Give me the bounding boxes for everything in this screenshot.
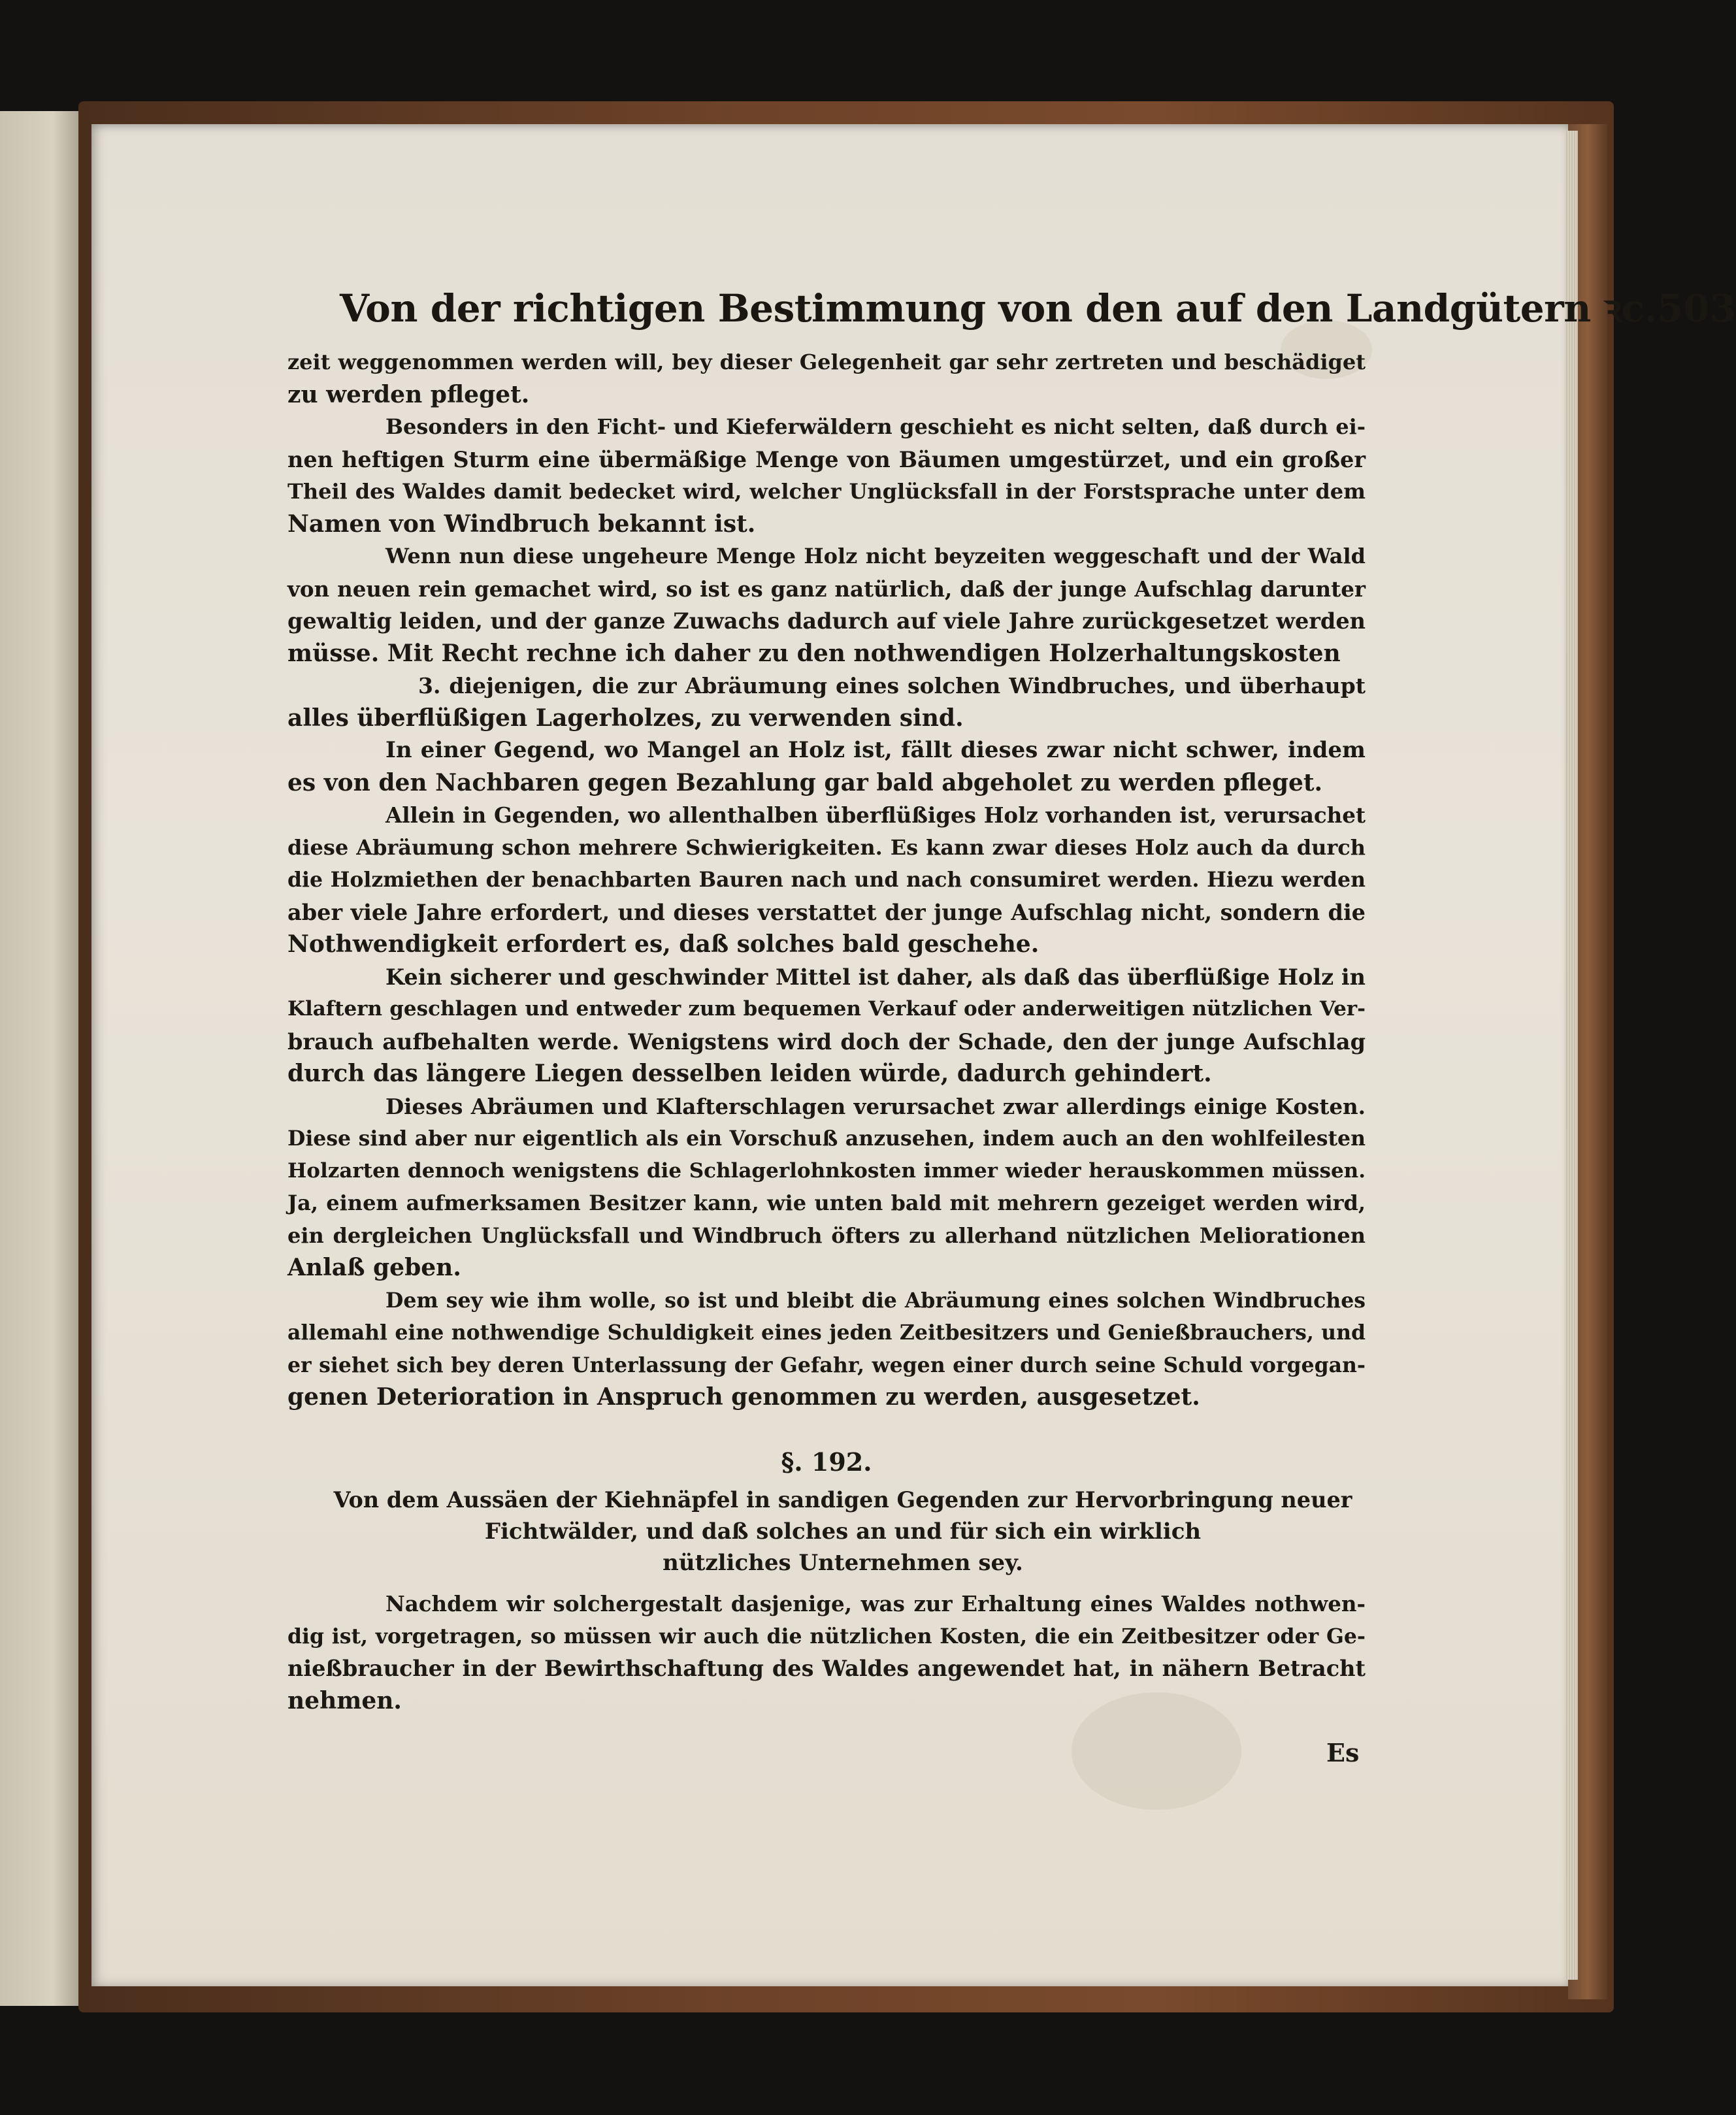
text-line: Theil des Waldes damit bedecket wird, welcher Unglücksfall in der Forstsprache unter dem bbox=[287, 479, 1366, 504]
section-body-text bbox=[287, 1588, 1366, 1717]
section-number: §. 192. bbox=[781, 1447, 872, 1477]
body-text bbox=[287, 346, 1366, 1414]
text-line: Kein sicherer und geschwinder Mittel ist daher, als daß das überflüßige Holz in bbox=[385, 964, 1366, 990]
text-line: nen heftigen Sturm eine übermäßige Menge von Bäumen umgestürzet, und ein großer bbox=[287, 446, 1366, 472]
text-line: Wenn nun diese ungeheure Menge Holz nicht beyzeiten weggeschaft und der Wald bbox=[385, 544, 1366, 568]
text-line: Dieses Abräumen und Klafterschlagen verursachet zwar allerdings einige Kosten. bbox=[385, 1093, 1366, 1119]
text-line: Dem sey wie ihm wolle, so ist und bleibt die Abräumung eines solchen Windbruches bbox=[385, 1288, 1366, 1313]
section-heading-line: Fichtwälder, und daß solches an und für sich ein wirklich bbox=[484, 1518, 1202, 1545]
text-line: zu werden pfleget. bbox=[287, 380, 530, 408]
text-line: brauch aufbehalten werde. Wenigstens wird doch der Schade, den der junge Aufschlag bbox=[287, 1028, 1366, 1055]
text-line: es von den Nachbaren gegen Bezahlung gar bald abgeholet zu werden pfleget. bbox=[287, 768, 1323, 796]
text-line: 3. diejenigen, die zur Abräumung eines solchen Windbruches, und überhaupt bbox=[418, 673, 1366, 698]
text-line: Nachdem wir solchergestalt dasjenige, was zur Erhaltung eines Waldes nothwen- bbox=[385, 1591, 1366, 1616]
text-line: diese Abräumung schon mehrere Schwierigkeiten. Es kann zwar dieses Holz auch da durch bbox=[287, 834, 1366, 860]
text-line: Diese sind aber nur eigentlich als ein Vorschuß anzusehen, indem auch an den wohlfeilesten bbox=[287, 1126, 1366, 1151]
text-line: Holzarten dennoch wenigstens die Schlagerlohnkosten immer wieder herauskommen müssen. bbox=[287, 1158, 1366, 1183]
text-line: Anlaß geben. bbox=[287, 1254, 461, 1281]
text-line: Namen von Windbruch bekannt ist. bbox=[287, 510, 756, 538]
section-heading bbox=[327, 1484, 1359, 1579]
text-line: genen Deterioration in Anspruch genommen zu werden, ausgesetzet. bbox=[287, 1383, 1200, 1411]
left-page-edge bbox=[0, 111, 88, 2006]
text-line: ein dergleichen Unglücksfall und Windbruch öfters zu allerhand nützlichen Meliorationen bbox=[287, 1222, 1366, 1248]
section-heading-line: Von dem Aussäen der Kiehnäpfel in sandigen Gegenden zur Hervorbringung neuer bbox=[333, 1487, 1352, 1513]
text-line: er siehet sich bey deren Unterlassung der Gefahr, wegen einer durch seine Schuld vorgegan- bbox=[287, 1353, 1366, 1377]
text-line: nehmen. bbox=[287, 1686, 402, 1714]
text-line: Nothwendigkeit erfordert es, daß solches bald geschehe. bbox=[287, 930, 1040, 958]
catchword: Es bbox=[1326, 1738, 1360, 1767]
text-line: müsse. Mit Recht rechne ich daher zu den nothwendigen Holzerhaltungskosten bbox=[287, 639, 1341, 667]
text-line: von neuen rein gemachet wird, so ist es ganz natürlich, daß der junge Aufschlag darunter bbox=[287, 576, 1366, 602]
text-line: gewaltig leiden, und der ganze Zuwachs dadurch auf viele Jahre zurückgesetzet werden bbox=[287, 608, 1366, 634]
text-line: Besonders in den Ficht- und Kieferwäldern geschieht es nicht selten, daß durch ei- bbox=[385, 414, 1366, 439]
page-header bbox=[340, 281, 1736, 340]
page-number: 503 bbox=[1657, 286, 1736, 331]
text-line: Allein in Gegenden, wo allenthalben überflüßiges Holz vorhanden ist, verursachet bbox=[385, 802, 1366, 828]
text-line: Klaftern geschlagen und entweder zum bequemen Verkauf oder anderweitigen nützlichen Ver- bbox=[287, 997, 1366, 1021]
text-line: Ja, einem aufmerksamen Besitzer kann, wie unten bald mit mehrern gezeiget werden wird, bbox=[287, 1190, 1366, 1215]
text-line: allemahl eine nothwendige Schuldigkeit eines jeden Zeitbesitzers und Genießbrauchers, und bbox=[287, 1320, 1366, 1345]
text-line: In einer Gegend, wo Mangel an Holz ist, fällt dieses zwar nicht schwer, indem bbox=[385, 737, 1366, 763]
running-title: Von der richtigen Bestimmung von den auf den Landgütern ꝛc. bbox=[340, 286, 1658, 331]
text-line: dig ist, vorgetragen, so müssen wir auch die nützlichen Kosten, die ein Zeitbesitzer oder Ge- bbox=[287, 1624, 1366, 1648]
text-line: durch das längere Liegen desselben leiden würde, dadurch gehindert. bbox=[287, 1060, 1212, 1087]
section-heading-line: nützliches Unternehmen sey. bbox=[663, 1550, 1023, 1576]
page-stack-edge bbox=[1565, 131, 1578, 1980]
text-line: zeit weggenommen werden will, bey dieser Gelegenheit gar sehr zertreten und beschädiget bbox=[287, 350, 1366, 374]
text-line: alles überflüßigen Lagerholzes, zu verwenden sind. bbox=[287, 704, 964, 732]
text-line: die Holzmiethen der benachbarten Bauren nach und nach consumiret werden. Hiezu werden bbox=[287, 868, 1366, 892]
text-line: nießbraucher in der Bewirthschaftung des Waldes angewendet hat, in nähern Betracht bbox=[287, 1656, 1366, 1681]
text-line: aber viele Jahre erfordert, und dieses verstattet der junge Aufschlag nicht, sondern die bbox=[287, 899, 1366, 925]
